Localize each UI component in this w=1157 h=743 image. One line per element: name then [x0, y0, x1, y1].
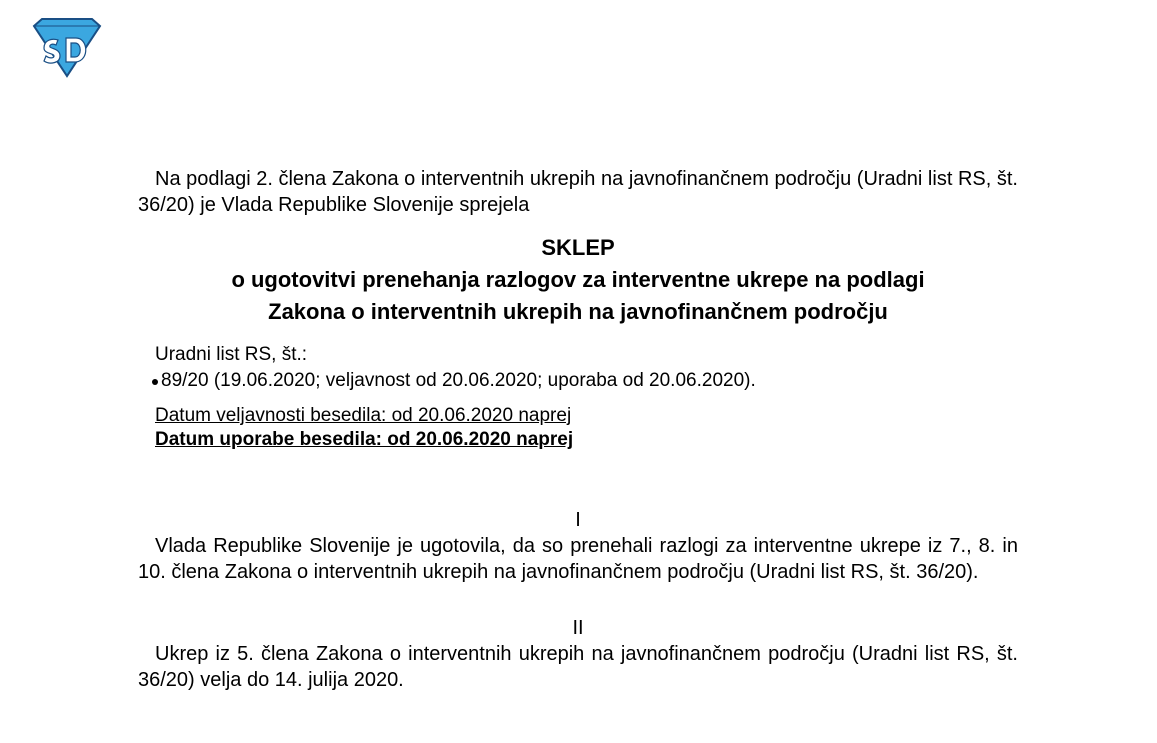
article-2	[138, 615, 1018, 693]
article-number: I	[575, 509, 581, 531]
usage-date: Datum uporabe besedila: od 20.06.2020 naprej	[155, 429, 574, 450]
text-dates	[138, 404, 1018, 452]
sd-diamond-logo-icon	[30, 18, 104, 78]
title-line-2: Zakona o interventnih ukrepih na javnofinančnem področju	[268, 299, 888, 324]
document-title	[138, 232, 1018, 328]
article-1	[138, 507, 1018, 585]
title-line-1: o ugotovitvi prenehanja razlogov za interventne ukrepe na podlagi	[231, 267, 925, 292]
article-number: II	[572, 617, 584, 639]
publication-info	[138, 342, 1018, 394]
title-main: SKLEP	[541, 235, 615, 260]
publication-entry: 89/20 (19.06.2020; veljavnost od 20.06.2020; uporaba od 20.06.2020).	[161, 370, 756, 391]
validity-date: Datum veljavnosti besedila: od 20.06.2020 naprej	[155, 405, 572, 426]
list-item	[152, 368, 1018, 394]
publication-label: Uradni list RS, št.:	[155, 344, 308, 365]
article-text: Ukrep iz 5. člena Zakona o interventnih ukrepih na javnofinančnem področju (Uradni list RS, št. 36/20) velja do 14. julija 2020.	[138, 643, 1018, 691]
document-body	[138, 166, 1018, 693]
article-text: Vlada Republike Slovenije je ugotovila, da so prenehali razlogi za interventne ukrepe iz 7., 8. in 10. člena Zakona o interventnih ukrepih na javnofinančnem področju (Uradni list RS, št. 36/20).	[138, 535, 1018, 583]
bullet-icon	[152, 379, 158, 385]
intro-paragraph: Na podlagi 2. člena Zakona o interventnih ukrepih na javnofinančnem področju (Uradni list RS, št. 36/20) je Vlada Republike Slovenije sprejela	[138, 168, 1018, 216]
